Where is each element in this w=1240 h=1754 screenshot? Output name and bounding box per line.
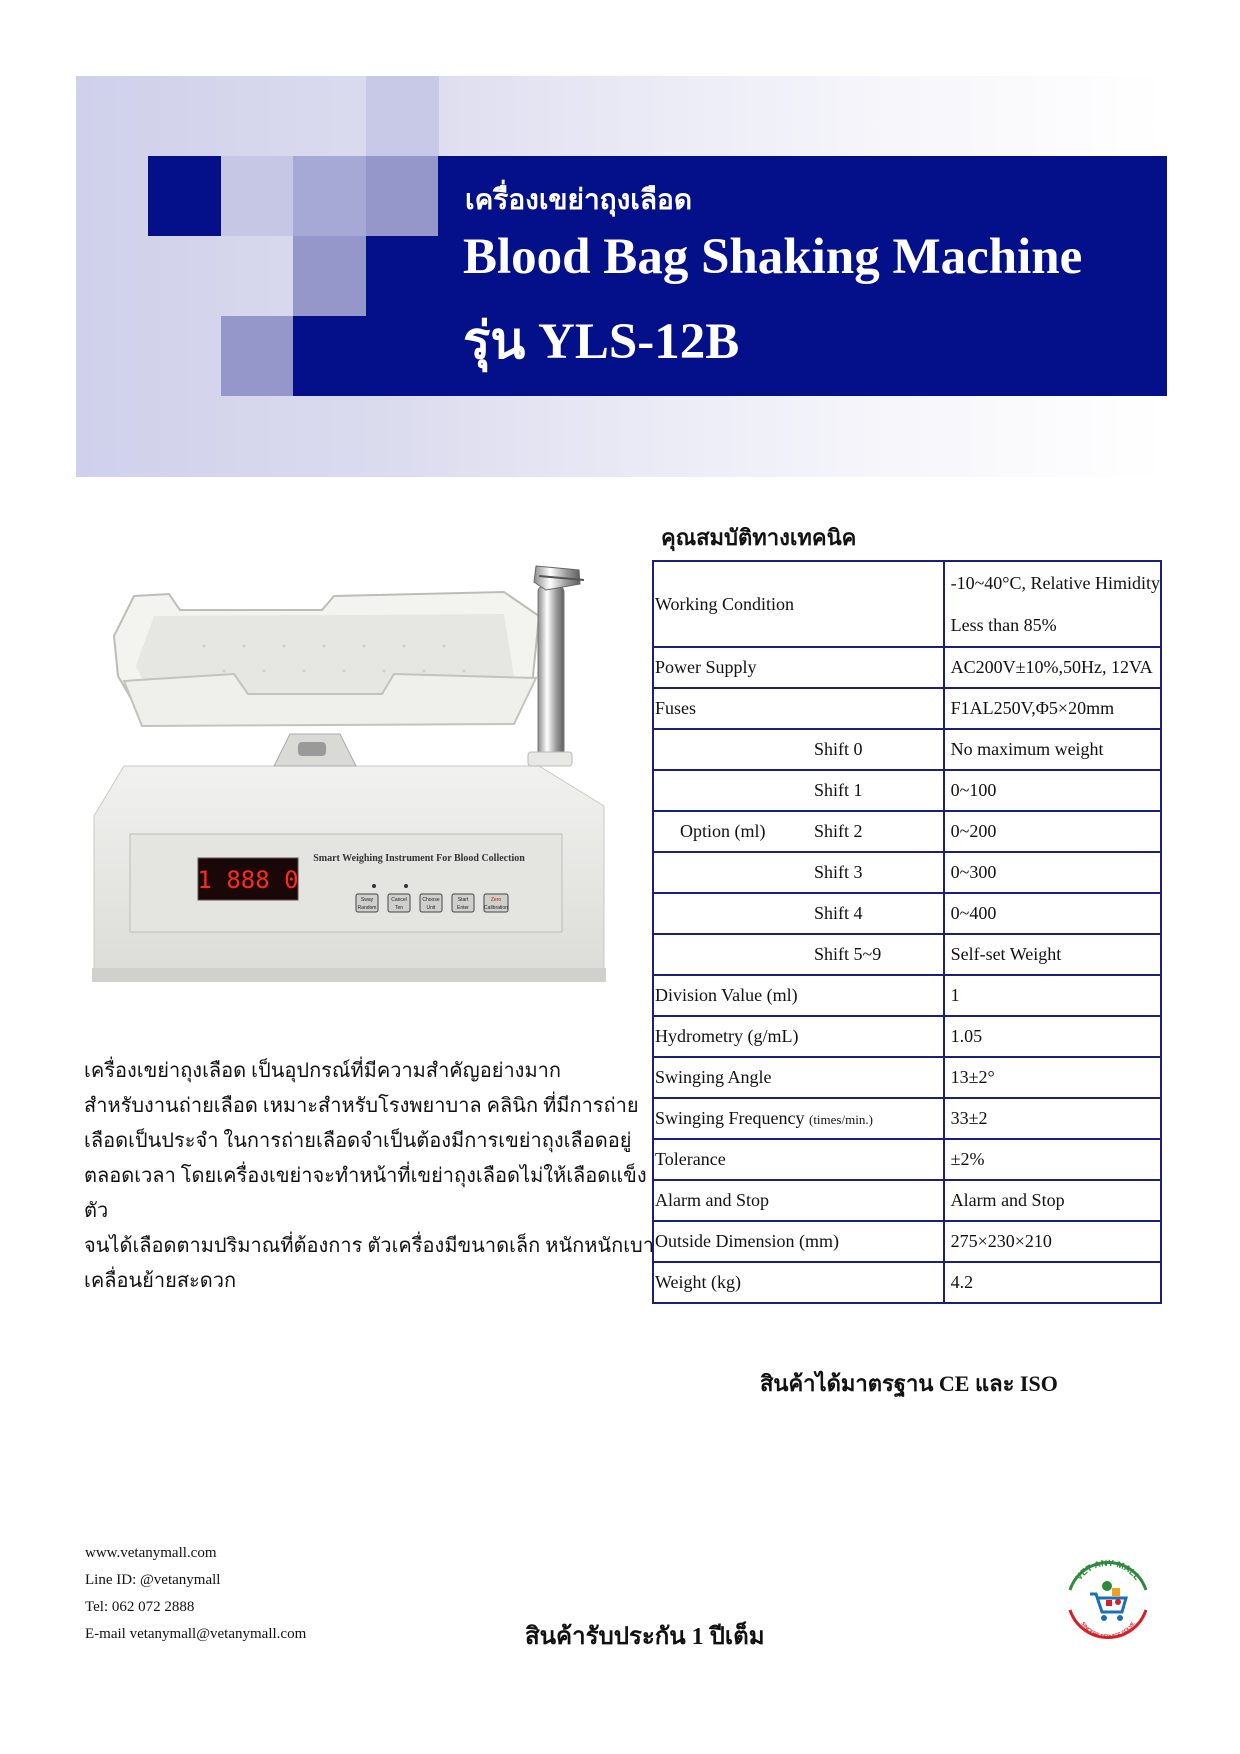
email-address[interactable]: E-mail vetanymall@vetanymall.com (85, 1626, 307, 1642)
page-title: Blood Bag Shaking Machine (463, 229, 1083, 285)
header-square (221, 156, 293, 236)
button-label: Cancel (391, 897, 407, 903)
shift-cell (653, 729, 944, 770)
table-row (653, 852, 1161, 893)
button-label: Sway (360, 897, 374, 903)
table-row (653, 561, 1161, 647)
table-row (653, 770, 1161, 811)
product-description (84, 1054, 654, 1299)
product-image (84, 556, 644, 988)
spec-value: 275×230×210 (944, 1221, 1161, 1262)
spec-label-unit: (times/min.) (808, 1112, 873, 1127)
shift-label: Shift 0 (814, 739, 863, 759)
button-label: Start (457, 897, 469, 903)
spec-value: F1AL250V,Φ5×20mm (944, 688, 1161, 729)
table-row (653, 1098, 1161, 1139)
spec-value: 4.2 (944, 1262, 1161, 1303)
spec-label: Hydrometry (g/mL) (653, 1016, 944, 1057)
spec-label: Swinging Angle (653, 1057, 944, 1098)
logo-bottom-text: SINCERE SERVICE SOLVE (1079, 1621, 1137, 1641)
description-line: เคลื่อนย้ายสะดวก (84, 1270, 237, 1292)
table-row (653, 811, 1161, 852)
table-row (653, 1139, 1161, 1180)
logo-top-text: VET ANY MALL (1073, 1557, 1143, 1583)
table-row (653, 729, 1161, 770)
button-label: Ten (394, 905, 404, 911)
spec-value (944, 561, 1161, 647)
vetanymall-logo (1060, 1550, 1156, 1646)
shift-label: Shift 3 (814, 862, 863, 882)
shift-label: Shift 2 (814, 821, 863, 841)
spec-label: Power Supply (653, 647, 944, 688)
description-line: จนได้เลือดตามปริมาณที่ต้องการ ตัวเครื่องมีขนาดเล็ก หนักหนักเบา (84, 1235, 654, 1257)
table-row (653, 1221, 1161, 1262)
specs-heading: คุณสมบัติทางเทคนิค (661, 525, 857, 550)
table-row (653, 647, 1161, 688)
header-subtitle: เครื่องเขย่าถุงเลือด (465, 185, 693, 216)
header-square (148, 156, 221, 236)
spec-value-line: -10~40°C, Relative Himidity (950, 573, 1160, 593)
spec-value: 1.05 (944, 1016, 1161, 1057)
spec-label: Outside Dimension (mm) (653, 1221, 944, 1262)
table-row (653, 893, 1161, 934)
spec-value: 0~400 (944, 893, 1161, 934)
contact-info (85, 1540, 306, 1648)
spec-label-text: Swinging Frequency (655, 1108, 805, 1128)
phone-number: Tel: 062 072 2888 (85, 1599, 195, 1615)
header-square (293, 316, 366, 396)
spec-label: Working Condition (653, 561, 944, 647)
button-label: Unit (426, 905, 436, 911)
shift-label: Shift 5~9 (814, 944, 882, 964)
website-link[interactable]: www.vetanymall.com (85, 1545, 217, 1561)
model-prefix: รุ่น (463, 314, 526, 370)
spec-value: No maximum weight (944, 729, 1161, 770)
shift-label: Shift 1 (814, 780, 863, 800)
table-row (653, 1016, 1161, 1057)
header-square (366, 316, 439, 396)
description-line: สำหรับงานถ่ายเลือด เหมาะสำหรับโรงพยาบาล คลินิก ที่มีการถ่าย (84, 1095, 639, 1117)
specs-table (652, 560, 1162, 1304)
spec-value: ±2% (944, 1139, 1161, 1180)
warranty-note: สินค้ารับประกัน 1 ปีเต็ม (525, 1624, 765, 1650)
spec-value: 0~300 (944, 852, 1161, 893)
display-readout: 1 888 0 (197, 866, 299, 894)
table-row (653, 1057, 1161, 1098)
table-row (653, 1180, 1161, 1221)
header-square (366, 156, 439, 236)
header-square (366, 236, 439, 316)
button-label: Random (357, 905, 377, 911)
certification-note: สินค้าได้มาตรฐาน CE และ ISO (760, 1371, 1058, 1396)
table-row (653, 934, 1161, 975)
header-square (366, 76, 439, 156)
header-square (221, 316, 293, 396)
description-line: เครื่องเขย่าถุงเลือด เป็นอุปกรณ์ที่มีความสำคัญอย่างมาก (84, 1060, 561, 1082)
line-id: Line ID: @vetanymall (85, 1572, 221, 1588)
spec-value: 0~200 (944, 811, 1161, 852)
shift-label: Shift 4 (814, 903, 863, 923)
spec-label: Weight (kg) (653, 1262, 944, 1303)
option-label: Option (ml) (680, 821, 766, 841)
spec-value: Alarm and Stop (944, 1180, 1161, 1221)
shift-cell (653, 852, 944, 893)
spec-label: Tolerance (653, 1139, 944, 1180)
model-line (463, 300, 739, 381)
description-line: เลือดเป็นประจำ ในการถ่ายเลือดจำเป็นต้องมีการเขย่าถุงเลือดอยู่ (84, 1130, 632, 1152)
spec-label (653, 1098, 944, 1139)
model-number: YLS-12B (538, 314, 740, 370)
table-row (653, 975, 1161, 1016)
spec-label: Alarm and Stop (653, 1180, 944, 1221)
table-row (653, 1262, 1161, 1303)
button-label: Enter (457, 905, 469, 911)
shift-cell (653, 934, 944, 975)
spec-value: Self-set Weight (944, 934, 1161, 975)
spec-value-line: Less than 85% (950, 615, 1057, 635)
shift-cell (653, 770, 944, 811)
spec-value: AC200V±10%,50Hz, 12VA (944, 647, 1161, 688)
spec-label: Division Value (ml) (653, 975, 944, 1016)
header-square (293, 156, 366, 236)
spec-value: 13±2° (944, 1057, 1161, 1098)
button-label: Zero (490, 897, 502, 903)
button-label: Choose (422, 897, 440, 903)
panel-label: Smart Weighing Instrument For Blood Collection (313, 853, 525, 864)
spec-value: 33±2 (944, 1098, 1161, 1139)
shift-cell (653, 893, 944, 934)
spec-label: Fuses (653, 688, 944, 729)
table-row (653, 688, 1161, 729)
header-square (293, 236, 366, 316)
spec-value: 0~100 (944, 770, 1161, 811)
button-label: Calibration (484, 905, 508, 911)
spec-value: 1 (944, 975, 1161, 1016)
option-cell (653, 811, 944, 852)
description-line: ตลอดเวลา โดยเครื่องเขย่าจะทำหน้าที่เขย่าถุงเลือดไม่ให้เลือดแข็งตัว (84, 1165, 647, 1222)
